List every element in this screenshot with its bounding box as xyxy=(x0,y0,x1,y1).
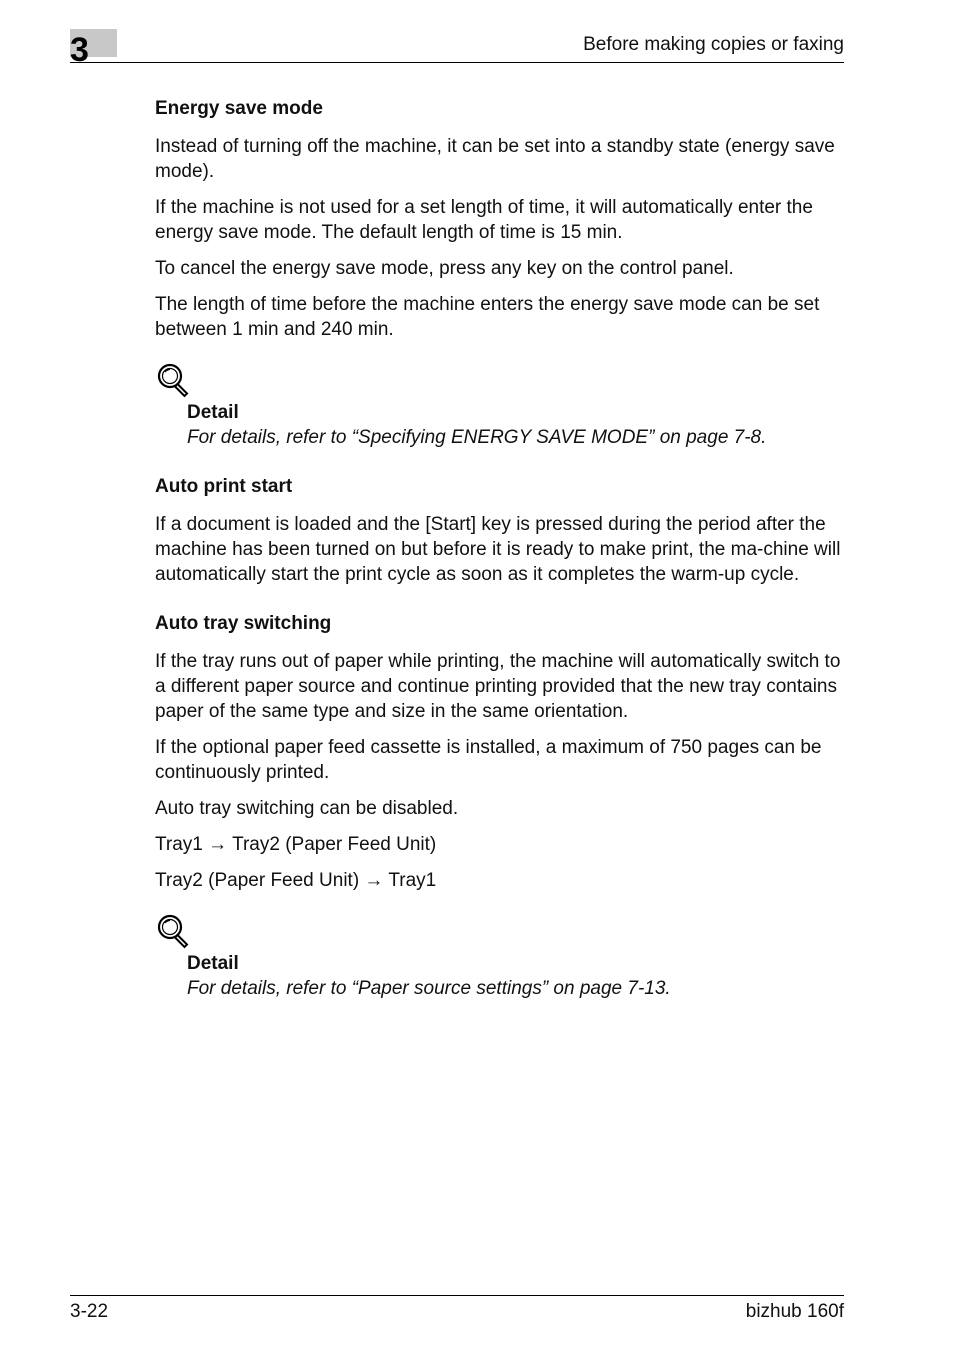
paragraph: If the optional paper feed cassette is installed, a maximum of 750 pages can be continuously printed. xyxy=(155,737,822,783)
paragraph: Tray2 (Paper Feed Unit) → Tray1 xyxy=(155,870,437,891)
paragraph: If the machine is not used for a set length of time, it will automatically enter the energy save mode. The default length of time is 15 min. xyxy=(155,197,813,243)
magnifier-icon xyxy=(156,362,192,398)
section-heading: Energy save mode xyxy=(155,98,323,119)
paragraph: The length of time before the machine enters the energy save mode can be set between 1 min and 240 min. xyxy=(155,294,820,340)
detail-text: For details, refer to “Paper source settings” on page 7-13. xyxy=(187,978,671,999)
header-title: Before making copies or faxing xyxy=(583,34,844,55)
paragraph: Tray1 → Tray2 (Paper Feed Unit) xyxy=(155,834,437,855)
chapter-number: 3 xyxy=(70,31,89,69)
footer-model-name: bizhub 160f xyxy=(745,1301,844,1322)
section-heading: Auto tray switching xyxy=(155,613,332,634)
magnifier-icon xyxy=(156,913,192,949)
detail-text: For details, refer to “Specifying ENERGY SAVE MODE” on page 7-8. xyxy=(187,427,767,448)
paragraph: Instead of turning off the machine, it can be set into a standby state (energy save mode). xyxy=(155,136,835,182)
footer-page-number: 3-22 xyxy=(70,1301,109,1322)
paragraph: Auto tray switching can be disabled. xyxy=(155,798,459,819)
paragraph: To cancel the energy save mode, press any key on the control panel. xyxy=(155,258,734,279)
section-auto-print-start xyxy=(155,474,845,587)
paragraph: If a document is loaded and the [Start] key is pressed during the period after the machine has been turned on but before it is ready to make print, the ma-chine will automatically start the print cycle as soon as it completes the warm-up cycle. xyxy=(155,514,841,585)
page-content xyxy=(155,96,845,1001)
detail-note xyxy=(155,362,845,450)
detail-label: Detail xyxy=(187,402,239,423)
section-energy-save-mode xyxy=(155,96,845,450)
detail-label: Detail xyxy=(187,953,239,974)
paragraph: If the tray runs out of paper while printing, the machine will automatically switch to a different paper source and continue printing provided that the new tray contains paper of the same type and size in the same orientation. xyxy=(155,651,841,722)
footer-rule xyxy=(70,1295,844,1296)
header-rule xyxy=(70,62,844,63)
section-heading: Auto print start xyxy=(155,476,293,497)
detail-note xyxy=(155,913,845,1001)
section-auto-tray-switching xyxy=(155,611,845,1001)
